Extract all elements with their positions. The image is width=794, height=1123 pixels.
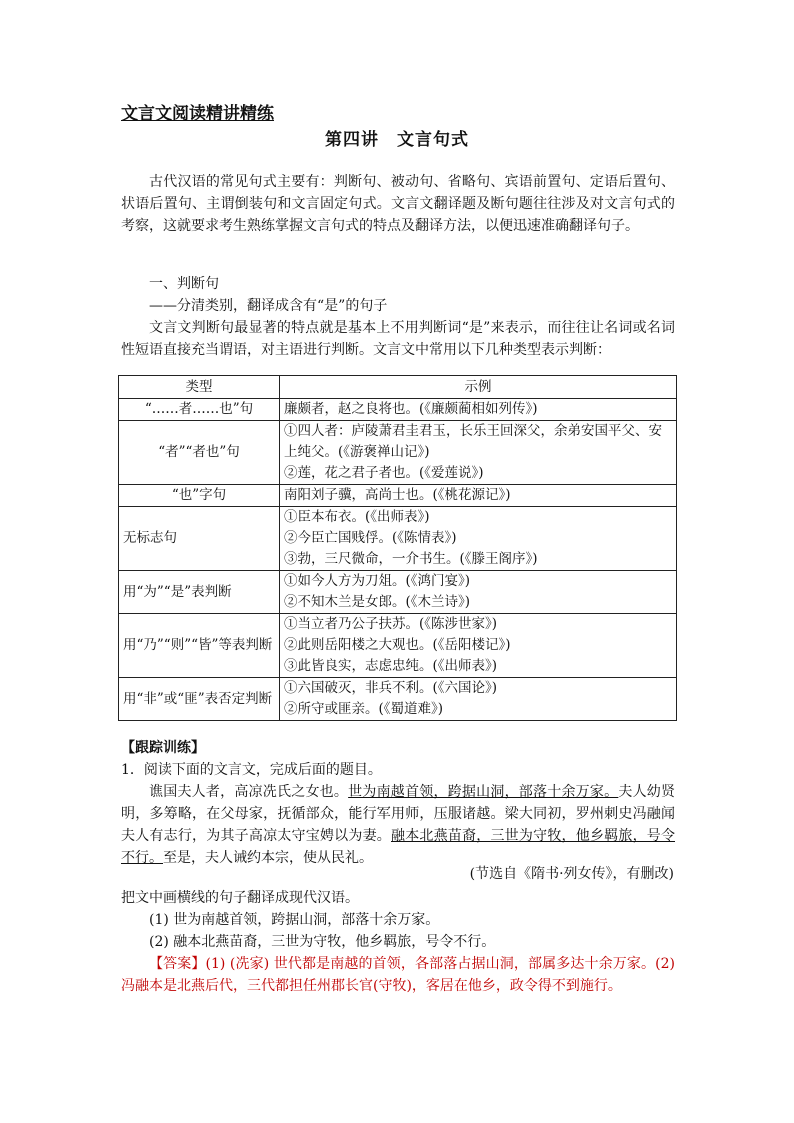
row-type: 用“为”“是”表判断 (119, 571, 280, 614)
example-line: ③此皆良实，志虑忠纯。(《出师表》) (284, 658, 498, 674)
passage-paragraph-1 (121, 781, 675, 869)
passage-text: 夫人幼贤明，多筹略，在父母家，抚循部众，能行军用师，压服诸越。梁大同初，罗州刺史冯融闻夫人有志行，为其子高凉太守宝娉以为妻。 (121, 784, 676, 844)
example-line: ②莲，花之君子者也。(《爱莲说》) (284, 465, 484, 481)
lecture-title: 第四讲 文言句式 (325, 130, 469, 150)
row-examples (280, 485, 677, 507)
example-line: ②不知木兰是女郎。(《木兰诗》) (284, 594, 471, 610)
row-type: “……者……也”句 (119, 399, 280, 421)
example-line: 南阳刘子骥，高尚士也。(《桃花源记》) (284, 487, 511, 503)
table-row (119, 485, 677, 507)
table-row (119, 571, 677, 614)
example-line: ③勃，三尺微命，一介书生。(《滕王阁序》) (284, 551, 538, 567)
section-subheading: ——分清类别，翻译成含有“是”的句子 (149, 298, 388, 314)
table-header-example: 示例 (280, 376, 677, 399)
table-header-type: 类型 (119, 376, 280, 399)
practice-title: 【跟踪训练】 (121, 740, 205, 756)
example-line: ①臣本布衣。(《出师表》) (284, 509, 430, 525)
sentence-2: (2) 融本北燕苗裔，三世为守牧，他乡羁旅，号令不行。 (149, 934, 496, 950)
table-row (119, 678, 677, 721)
example-line: ①如今人方为刀俎。(《鸿门宴》) (284, 573, 471, 589)
passage-text: 谯国夫人者，高凉冼氏之女也。 (149, 784, 349, 800)
row-type: “者”“者也”句 (119, 421, 280, 485)
row-examples (280, 678, 677, 721)
row-examples (280, 399, 677, 421)
example-line: ②今臣亡国贱俘。(《陈情表》) (284, 530, 457, 546)
row-type: 用“乃”“则”“皆”等表判断 (119, 614, 280, 678)
section-description: 文言文判断句最显著的特点就是基本上不用判断词“是”来表示，而往往让名词或名词性短语直接充当谓语，对主语进行判断。文言文中常用以下几种类型表示判断： (121, 320, 675, 358)
judgment-sentence-table (118, 375, 677, 721)
row-type: “也”字句 (119, 485, 280, 507)
table-row (119, 421, 677, 485)
row-examples (280, 507, 677, 571)
example-line: 廉颇者，赵之良将也。(《廉颇蔺相如列传》) (284, 401, 538, 417)
row-type: 用“非”或“匪”表否定判断 (119, 678, 280, 721)
table-row (119, 399, 677, 421)
example-line: ②此则岳阳楼之大观也。(《岳阳楼记》) (284, 637, 511, 653)
example-line: ①四人者：庐陵萧君圭君玉，长乐王回深父，余弟安国平父、安上纯父。(《游褒禅山记》) (284, 423, 662, 460)
example-line: ②所守或匪亲。(《蜀道难》) (284, 701, 444, 717)
instruction: 把文中画横线的句子翻译成现代汉语。 (121, 890, 359, 906)
underlined-sentence-1: 世为南越首领，跨据山洞，部落十余万家。 (348, 784, 619, 800)
question-1: 1．阅读下面的文言文，完成后面的题目。 (121, 762, 382, 778)
sentence-1: (1) 世为南越首领，跨据山洞，部落十余万家。 (149, 912, 440, 928)
example-line: ①六国破灭，非兵不利。(《六国论》) (284, 680, 498, 696)
answer: 【答案】(1) (冼家) 世代都是南越的首领，各部落占据山洞，部属多达十余万家。(2) 冯融本是北燕后代，三代都担任州郡长官(守牧)，客居在他乡，政令得不到施行。 (121, 956, 675, 994)
row-examples (280, 614, 677, 678)
table-row (119, 507, 677, 571)
passage-source: (节选自《隋书·列女传》，有删改) (469, 866, 674, 882)
table-header-row (119, 376, 677, 399)
series-title: 文言文阅读精讲精练 (121, 104, 274, 124)
row-examples (280, 571, 677, 614)
row-examples (280, 421, 677, 485)
underlined-sentence-2: 融本北燕苗裔，三世为守牧，他乡羁旅，号令不行。 (121, 828, 675, 866)
example-line: ①当立者乃公子扶苏。(《陈涉世家》) (284, 616, 498, 632)
table-row (119, 614, 677, 678)
section-heading: 一、判断句 (149, 276, 219, 292)
passage-text: 至是，夫人诫约本宗，使从民礼。 (163, 850, 373, 866)
intro-paragraph: 古代汉语的常见句式主要有：判断句、被动句、省略句、宾语前置句、定语后置句、状语后置句、主谓倒装句和文言固定句式。文言文翻译题及断句题往往涉及对文言句式的考察，这就要求考生熟练掌握文言句式的特点及翻译方法，以便迅速准确翻译句子。 (121, 174, 675, 234)
row-type: 无标志句 (119, 507, 280, 571)
